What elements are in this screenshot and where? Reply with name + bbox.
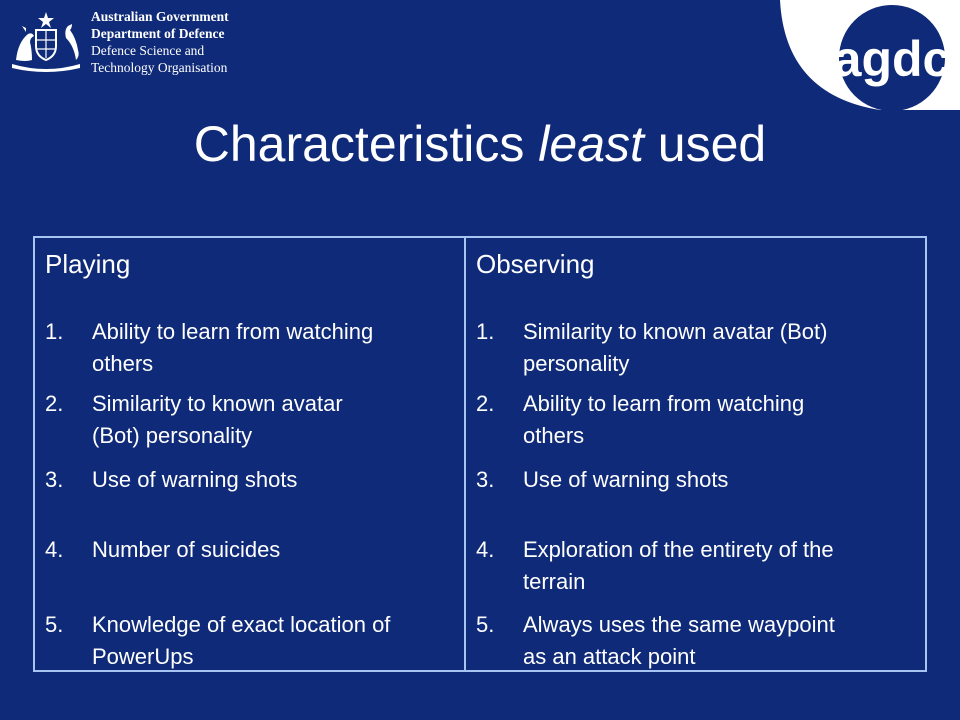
item-text (523, 464, 728, 496)
item-line: Always uses the same waypoint (523, 612, 835, 637)
org-line-department: Department of Defence (91, 26, 225, 41)
item-text (523, 609, 835, 673)
item-line: others (523, 423, 585, 448)
item-number: 5. (476, 612, 495, 637)
item-line: Similarity to known avatar (Bot) (523, 319, 828, 344)
item-number: 1. (476, 319, 495, 344)
item-number: 3. (45, 467, 64, 492)
org-line-dsto-2: Technology Organisation (91, 60, 228, 75)
coat-of-arms-icon (6, 10, 86, 72)
comparison-table (33, 236, 927, 672)
agdc-logo-text: agdc (833, 31, 951, 87)
item-line: as an attack point (523, 644, 696, 669)
org-line-dsto-1: Defence Science and (91, 43, 205, 58)
item-line: Similarity to known avatar (92, 391, 343, 416)
item-line: PowerUps (92, 644, 194, 669)
title-part-1: Characteristics (193, 116, 539, 172)
item-text (92, 609, 390, 673)
item-line: terrain (523, 569, 586, 594)
item-line: others (92, 351, 154, 376)
item-number: 2. (476, 391, 495, 416)
playing-column (35, 238, 464, 670)
item-text (523, 316, 827, 380)
item-number: 1. (45, 319, 64, 344)
item-line: Ability to learn from watching (92, 319, 374, 344)
org-line-government: Australian Government (91, 9, 229, 24)
item-number: 4. (476, 537, 495, 562)
item-line: Use of warning shots (92, 467, 298, 492)
playing-heading: Playing (45, 249, 131, 279)
item-text (92, 388, 343, 452)
item-number: 4. (45, 537, 64, 562)
observing-heading: Observing (476, 249, 595, 279)
item-line: Exploration of the entirety of the (523, 537, 834, 562)
slide-title (0, 112, 960, 176)
item-line: Number of suicides (92, 537, 281, 562)
item-number: 2. (45, 391, 64, 416)
title-part-2: used (643, 116, 767, 172)
item-line: Ability to learn from watching (523, 391, 805, 416)
item-text (92, 534, 280, 566)
item-line: Knowledge of exact location of (92, 612, 391, 637)
item-text (523, 388, 804, 452)
item-text (92, 464, 297, 496)
item-number: 5. (45, 612, 64, 637)
dsto-logo (6, 8, 246, 98)
agdc-logo (780, 0, 960, 112)
item-line: Use of warning shots (523, 467, 729, 492)
item-line: (Bot) personality (92, 423, 253, 448)
item-line: personality (523, 351, 630, 376)
item-text (92, 316, 373, 380)
observing-column (466, 238, 927, 670)
organisation-name (91, 8, 229, 76)
item-number: 3. (476, 467, 495, 492)
item-text (523, 534, 834, 598)
title-emphasis: least (538, 116, 644, 172)
